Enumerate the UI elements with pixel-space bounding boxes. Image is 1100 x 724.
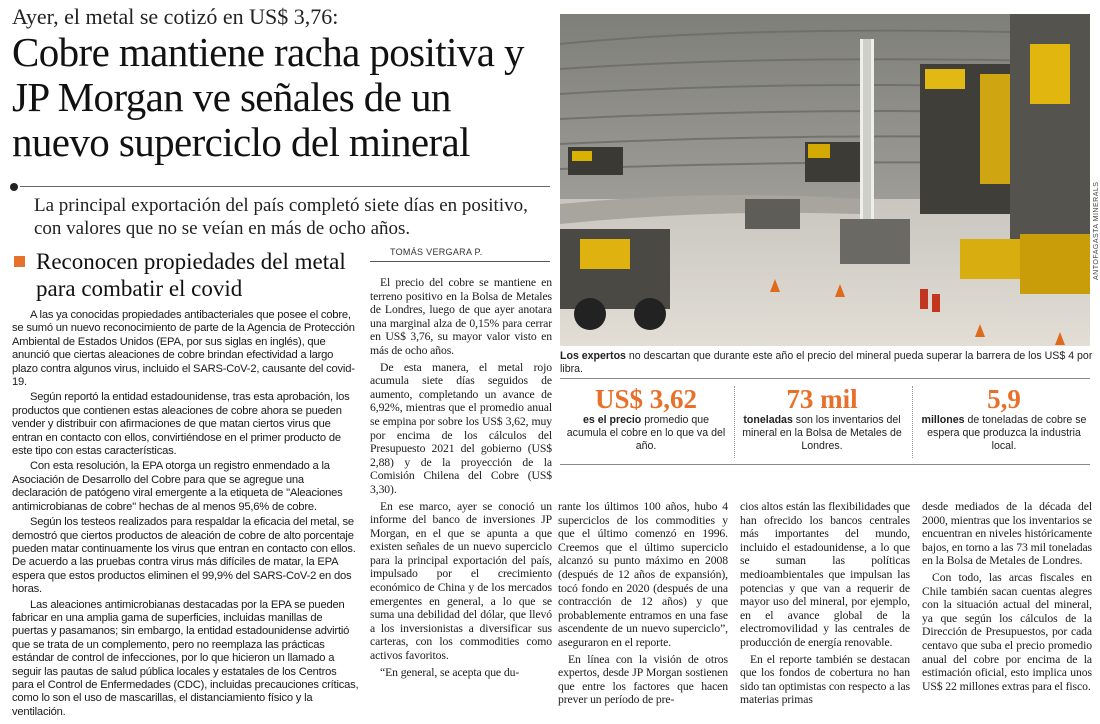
stat-value: US$ 3,62: [594, 384, 697, 414]
article-paragraph: En el reporte también se destacan que los fondos de cobertura no han sido tan optimistas con respecto a las materias primas: [740, 652, 910, 707]
article-paragraph: “En general, se acepta que du-: [380, 665, 520, 679]
headline: Cobre mantiene racha positiva y JP Morgan ve señales de un nuevo superciclo del mineral: [12, 29, 524, 165]
stat-description: [566, 414, 726, 453]
stat-rest: promedio que acumula el cobre en lo que va del año.: [566, 414, 726, 452]
sidebar-paragraph: Las aleaciones antimicrobianas destacadas por la EPA se pueden fabricar en una amplia gama de superficies, incluidas manillas de puertas y pasamanos; sin embargo, la entidad estadounidense advirtió que se trata de un complemento, pero no reemplaza las prácticas estándar de control de infecciones, por lo que hicieron un llamado a seguir las pautas de salud pública locales y estatales de los Centros para el Control de Enfermedades (CDC), incluidas precauciones críticas, como lo son el uso de mascarillas, el distanciamiento físico y la ventilación.: [12, 598, 359, 718]
article-column-2: [558, 500, 728, 710]
deck-rule: [20, 186, 550, 187]
article-paragraph: De esta manera, el metal rojo acumula siete días seguidos de aumento, completando un avance de 6,92%, mientras que el promedio anual se empina por sobre los US$ 3,62, muy por encima de los cálculos del Presupuesto 2021 del gobierno (US$ 2,88) y de la proyección de la Comisión Chilena del Cobre (US$ 3,30).: [370, 360, 552, 496]
article-paragraph: desde mediados de la década del 2000, mientras que los inventarios se encuentran en niveles históricamente bajos, en torno a las 73 mil toneladas en la Bolsa de Metales de Londres.: [922, 500, 1092, 568]
article-column-1: [370, 276, 552, 682]
stats-bottom-rule: [560, 464, 1090, 465]
stat-description: [920, 414, 1088, 453]
stat-rest: de toneladas de cobre se espera que produzca la industria local.: [927, 414, 1087, 452]
article-paragraph: En línea con la visión de otros expertos, desde JP Morgan sostienen que entre los factores que hacen prever un período de pre-: [558, 652, 728, 707]
caption-lead: Los expertos: [560, 350, 626, 362]
sidebar-paragraph: Según reportó la entidad estadounidense, tras esta aprobación, los productos que contienen estas aleaciones de cobre ahora se pueden vender y distribuir con afirmaciones de que matan ciertos virus que entran en contacto con ellos, convirtiéndose en el primer producto de este tipo con estas características.: [12, 391, 350, 458]
article-paragraph: El precio del cobre se mantiene en terreno positivo en la Bolsa de Metales de Londres, luego de que ayer anotara una marginal alza de 0,15% para cerrar en US$ 3,76, su mayor valor visto en más de ocho años.: [370, 276, 552, 357]
photo-credit: ANTOFAGASTA MINERALS: [1093, 181, 1100, 280]
stat-separator: [734, 386, 735, 458]
stat-description: [742, 414, 902, 453]
caption-text: no descartan que durante este año el precio del mineral pueda superar la barrera de los US$ 4 por libra.: [560, 350, 1093, 375]
mine-photo: [560, 14, 1090, 346]
kicker: Ayer, el metal se cotizó en US$ 3,76:: [12, 4, 339, 29]
stats-top-rule: [560, 378, 1090, 379]
stat-inventory: [742, 384, 902, 453]
byline-rule: [370, 261, 550, 262]
article-paragraph: cios altos están las flexibilidades que han ofrecido los bancos centrales más importantes del mundo, incluido el estadounidense, a lo que se suman las políticas medioambientales que impulsan las potencias y que van a requerir de mayor uso del mineral, por ejemplo, en el avance global de la electromovilidad y las centrales de producción de energía renovable.: [740, 500, 910, 649]
stat-value: 73 mil: [786, 384, 858, 414]
article-paragraph: Con todo, las arcas fiscales en Chile también sacan cuentas alegres con la situación actual del mineral, ya que según los cálculos de la Dirección de Presupuestos, por cada centavo que suba el precio promedio anual del cobre por encima de la estimación oficial, esto implica unos US$ 22 millones extras para el fisco.: [922, 570, 1092, 693]
sidebar-paragraph: Según los testeos realizados para respaldar la eficacia del metal, se demostró que ciertos productos de aleación de cobre de alto porcentaje pueden matar continuamente los virus que entran en contacto con ellos. De acuerdo a las pruebas contra virus más difíciles de matar, la EPA espera que estos productos eliminen el 99,9% del SARS-CoV-2 en dos horas.: [12, 516, 356, 596]
stat-lead: toneladas: [743, 414, 793, 426]
stat-lead: millones: [921, 414, 965, 426]
article-paragraph: rante los últimos 100 años, hubo 4 superciclos de los commodities y que el último comenzó en 1996. Creemos que el último superciclo alcanzó su punto máximo en 2008 (después de 12 años de expansión), tocó fondo en 2020 (después de una contracción de 12 años) y que probablemente entramos en una fase ascendente de un nuevo superciclo”, aseguraron en el reporte.: [558, 500, 728, 649]
stat-lead: es el precio: [582, 414, 642, 426]
sidebar-body: [12, 309, 360, 721]
sidebar-paragraph: Con esta resolución, la EPA otorga un registro enmendado a la Asociación de Desarrollo del Cobre para que se agregue una declaración de patógeno viral emergente a la etiqueta de "Aleaciones antimicrobianas de cobre" hechas de al menos 95,6% de cobre.: [12, 460, 343, 513]
photo-caption: [560, 350, 1095, 376]
sidebar-title: Reconocen propiedades del metal para combatir el covid: [36, 249, 346, 301]
byline: TOMÁS VERGARA P.: [390, 247, 483, 257]
stat-value: 5,9: [987, 384, 1021, 414]
stat-rest: son los inventarios del mineral en la Bolsa de Metales de Londres.: [742, 414, 902, 452]
stat-price: [566, 384, 726, 453]
sidebar-paragraph: A las ya conocidas propiedades antibacteriales que posee el cobre, se sumó un nuevo reconocimiento de parte de la Agencia de Protección Ambiental de Estados Unidos (EPA, por sus siglas en inglés), que anunció que ciertas aleaciones de cobre brindan efectividad a largo plazo contra algunos virus, incluido el SARS-CoV-2, causante del covid-19.: [12, 309, 355, 389]
article-column-3: [740, 500, 910, 710]
stat-production: [920, 384, 1088, 453]
article-column-4: [922, 500, 1092, 696]
stat-separator: [912, 386, 913, 458]
article-paragraph: En ese marco, ayer se conoció un informe del banco de inversiones JP Morgan, en el que se apunta a que existen señales de un nuevo superciclo para la principal exportación del país, impulsado por el crecimiento económico de China y de los mercados emergentes en general, a lo que se suma una debilidad del dólar, que llevó a los inversionistas a diversificar sus carteras, con los commodities como activos favoritos.: [370, 499, 552, 663]
deck: La principal exportación del país completó siete días en positivo, con valores que no se veían en más de ocho años.: [34, 195, 528, 239]
sidebar-marker: [14, 256, 25, 267]
deck-bullet: [10, 183, 18, 191]
